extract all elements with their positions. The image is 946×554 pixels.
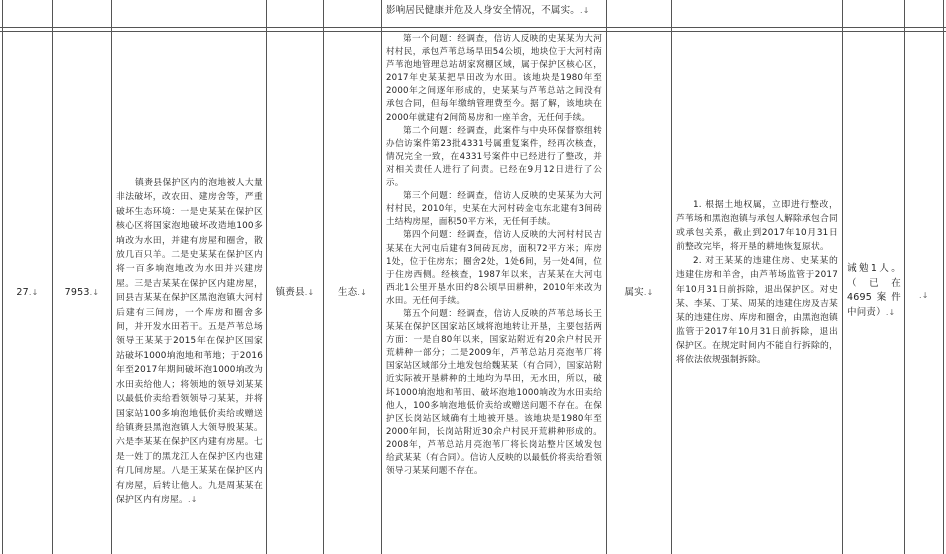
finding-1: 第一个问题：经调查，信访人反映的史某某为大河村村民，承包芦苇总场旱田54公顷，地块位于大河村南芦苇泡地管理总站胡家窝棚区域，属于保护区核心区，2017年史某某把旱田改为水田。该地块是1980年至2000年之间逐年形成的，史某某与芦苇总站之间没有承包合同，但每年缴纳管理费至今。据了解，该地块在2000年就建有2间简易房和一座羊舍，无任何手续。	[386, 34, 602, 123]
county: 镇赉县	[275, 287, 305, 299]
complaint-cell: 镇赉县保护区内的泡地被人大量非法破坏，改农田、建房舍等，严重破坏生态环境：一是史某某在保护区核心区将国家泡地破坏改造地100多垧改为水田，并建有房屋和圈舍，散放几百只羊。二是史某某在保护区内将一百多垧泡地改为水田并兴建房屋。三是吉某某在保护区内建房屋，回县吉某某在保护区黑泡泡镇大河村后建有三间房，一个库房和圈舍多间，并开发水田若干。五是芦苇总场领导王某某于2015年在保护区国家站破坏1000垧泡地和苇地；于2016年至2017年期间破坏泡1000垧改为水田卖给他人；将领地的领导刘某某以最低价卖给看领领导刁某某，并将国家站100多垧泡地低价卖给或赠送给镇赉县黑泡泡镇人大领导殷某某。六是李某某在保护区内建有房屋。七是一姓丁的黑龙江人在保护区内也建有几间房屋。八是王某某在保护区内有房屋，后转让他人。九是周某某在保护区内有房屋。.↓	[116, 178, 263, 505]
finding-5: 第五个问题：经调查，信访人反映的芦苇总场长王某某在保护区国家站区域将泡地转让开垦，主要包括两方面：一是自80年以来，国家站附近有20余户村民开荒耕种一部分；二是2009年，芦苇总站月亮泡苇厂将国家站区域部分土地发包给魏某某（有合同），国家站附近实际被开垦耕种的土地均为旱田，无水田，所以，破坏1000垧泡地和苇田、破坏泡地1000垧改为水田卖给他人，100多垧泡地低价卖给或赠送问题不存在。在保护区长岗站区域确有土地被开垦。该地块是1980年至2000年间，长岗站附近30余户村民开荒耕种形成的。2008年，芦苇总站月亮泡苇厂将长岗站整片区域发包给武某某（有合同）。信访人反映的以最低价将卖给看领领导刁某某问题不存在。	[386, 308, 602, 477]
handling-cell	[676, 198, 838, 388]
empty-cell-mark: .↓	[919, 291, 929, 300]
finding-4: 第四个问题：经调查，信访人反映的大河村村民吉某某在大河屯后建有3间砖瓦房，面积72平方米；库房1处，位于住房东；圈舍2处，1处6间，另一处4间，位于住房西侧。经核查，1987年以来，吉某某在大河屯西北1公里开垦水田约8公顷旱田耕种，2010年来改为水田。无任何手续。	[386, 230, 602, 306]
handling-2: 2. 对王某某的违建住房、史某某的违建住房和羊舍，由芦苇场监管于2017年10月31日前拆除，退出保护区。对史某、李某、丁某、周某的违建住房及吉某某的违建住房、库房和圈舍，由黑泡泡镇监管于2017年10月31日前拆除，退出保护区。在规定时间内不能自行拆除的，将依法依规强制拆除。	[676, 256, 838, 366]
accountability-cell: 诫勉1人。（已在4695案件中问责）.↓	[847, 263, 901, 318]
column-divider	[943, 0, 944, 554]
case-number: 7953	[64, 287, 90, 299]
column-divider	[671, 0, 672, 554]
column-divider	[381, 0, 382, 554]
category-cell: 生态 .↓	[324, 32, 381, 554]
remarks-cell	[905, 32, 943, 554]
accountability: 诫勉1人。（已在4695案件中问责）	[847, 263, 901, 318]
verdict: 属实	[624, 287, 644, 299]
findings-cell	[386, 33, 602, 553]
case-number-cell: 7953 .↓	[53, 32, 111, 554]
county-cell: 镇赉县 .↓	[267, 32, 323, 554]
row-divider	[0, 27, 946, 28]
previous-row-text: 影响居民健康并危及人身安全情况，不属实。	[386, 5, 581, 16]
row-divider	[0, 31, 946, 32]
finding-2: 第二个问题：经调查，此案件与中央环保督察组转办信访案件第23批4331号属重复案件，经再次核查，情况完全一致，在4331号案件中已经进行了整改，并对相关责任人进行了问责。已经在9月12日进行了公示。	[386, 125, 602, 189]
row-index-cell: 27 .↓	[3, 32, 52, 554]
finding-3: 第三个问题：经调查，信访人反映的史某某为大河村村民，2010年，史某在大河村砖金屯东北建有3间砖土结构房屋，面积50平方米，无任何手续。	[386, 191, 602, 228]
column-divider	[111, 0, 112, 554]
column-divider	[842, 0, 843, 554]
category: 生态	[337, 287, 358, 299]
row-index: 27	[16, 287, 29, 299]
previous-row-fragment: 影响居民健康并危及人身安全情况，不属实。.↓	[386, 5, 590, 16]
complaint-text: 镇赉县保护区内的泡地被人大量非法破坏，改农田、建房舍等，严重破坏生态环境：一是史某某在保护区核心区将国家泡地破坏改造地100多垧改为水田，并建有房屋和圈舍，散放几百只羊。二是史某某在保护区内将一百多垧泡地改为水田并兴建房屋。三是吉某某在保护区内建房屋，回县吉某某在保护区黑泡泡镇大河村后建有三间房，一个库房和圈舍多间，并开发水田若干。五是芦苇总场领导王某某于2015年在保护区国家站破坏1000垧泡地和苇地；于2016年至2017年期间破坏泡1000垧改为水田卖给他人；将领地的领导刘某某以最低价卖给看领领导刁某某，并将国家站100多垧泡地低价卖给或赠送给镇赉县黑泡泡镇人大领导殷某某。六是李某某在保护区内建有房屋。七是一姓丁的黑龙江人在保护区内也建有几间房屋。八是王某某在保护区内有房屋，后转让他人。九是周某某在保护区内有房屋。	[116, 178, 263, 505]
handling-1: 1. 根据土地权属，立即进行整改，芦苇场和黑泡泡镇与承包人解除承包合同或承包关系，截止到2017年10月31日前整改完毕，将开垦的耕地恢复原状。	[676, 200, 838, 253]
verdict-cell: 属实 .↓	[607, 32, 671, 554]
